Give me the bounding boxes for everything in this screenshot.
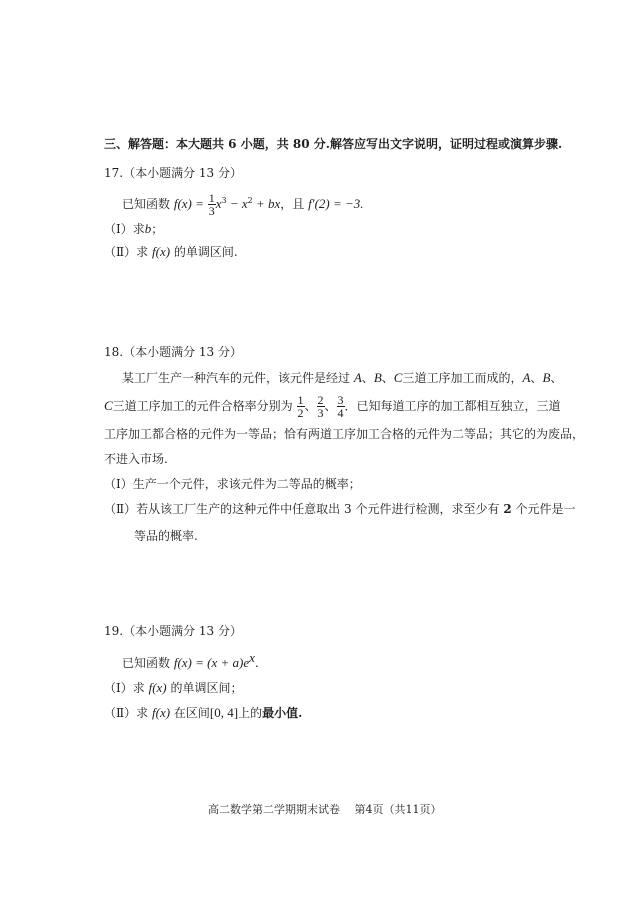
- q18-frac-1: [297, 394, 305, 419]
- q17-plus-bx: + bx: [252, 196, 281, 211]
- section-header: 三、解答题：本大题共 6 小题，共 80 分.解答应写出文字说明，证明过程或演算步骤.: [104, 137, 563, 151]
- q19-number: 19.: [104, 624, 124, 638]
- q17-score: （本小题满分 13 分）: [123, 166, 242, 180]
- q19-part2-label: （Ⅱ）: [104, 706, 137, 720]
- q17-heading: [104, 166, 242, 180]
- q18-part1-text: 生产一个元件，求该元件为二等品的概率；: [132, 477, 361, 491]
- q18-var-a: A: [353, 370, 362, 385]
- q17-part1: [104, 221, 163, 237]
- q18-line1-text: 某工厂生产一种汽车的元件，该元件是经过: [122, 371, 351, 385]
- q17-part2-label: （Ⅱ）: [104, 245, 137, 259]
- q18-var-b: B: [373, 370, 382, 385]
- q18-frac-3: [337, 394, 345, 419]
- q19-given-prefix: 已知函数: [122, 656, 171, 670]
- q18-part2-line2: 等品的概率.: [134, 529, 198, 543]
- q18-part2-text-a: 若从该工厂生产的这种元件中任意取出: [136, 502, 341, 516]
- q17-part1-end: ；: [151, 222, 164, 236]
- q18-part2-text-c: 个元件是一: [515, 502, 576, 516]
- q18-part2-n3: 3: [344, 502, 352, 516]
- q18-fsep2: 、: [324, 399, 337, 413]
- q17-frac-num: 1: [208, 191, 215, 205]
- q18-line2-tail: ．已知每道工序的加工都相互独立，三道: [344, 399, 561, 413]
- q19-part1-text: 求: [132, 681, 145, 695]
- q17-number: 17.: [104, 166, 124, 180]
- q19-part1-end: 的单调区间；: [170, 681, 243, 695]
- q18-part1: [104, 477, 361, 491]
- q17-part2-text: 求: [136, 245, 149, 259]
- q17-condition: f′(2) = −3.: [308, 196, 364, 211]
- q19-heading: [104, 624, 242, 638]
- q18-line1-b: B: [542, 370, 551, 385]
- q18-frac-2: [317, 394, 325, 419]
- q19-part2: [104, 705, 302, 721]
- q18-fsep1: 、: [304, 399, 317, 413]
- q18-f3-den: 4: [337, 406, 344, 420]
- q19-part1-label: （Ⅰ）: [104, 681, 133, 695]
- q18-part2: [104, 502, 576, 516]
- q19-part2-interval: [0, 4]: [209, 705, 239, 720]
- q18-sep1: 、: [361, 371, 374, 385]
- q18-line1-sep2: 、: [550, 371, 563, 385]
- q19-part2-text: 求: [136, 706, 149, 720]
- q18-part2-n2: 2: [503, 502, 512, 516]
- q17-part2-end: 的单调区间.: [173, 245, 238, 259]
- q18-score: （本小题满分 13 分）: [123, 345, 242, 359]
- q18-line4: 不进入市场.: [104, 452, 168, 466]
- q18-var-c: C: [393, 370, 403, 385]
- q17-part2: [104, 244, 238, 260]
- q18-number: 18.: [104, 345, 124, 359]
- q18-f1-num: 1: [297, 393, 304, 407]
- q17-and: ，且: [280, 197, 305, 211]
- q18-part2-label: （Ⅱ）: [104, 502, 137, 516]
- q18-line2: [104, 389, 561, 423]
- q18-heading: [104, 345, 242, 359]
- q19-expr: f(x) = (x + a)e: [173, 655, 250, 670]
- q19-part2-fx: f(x): [152, 705, 171, 720]
- q18-line1-sep1: 、: [530, 371, 543, 385]
- q17-part1-var: b: [144, 221, 152, 236]
- q17-fx: f(x) =: [173, 196, 204, 211]
- q18-f1-den: 2: [297, 406, 304, 420]
- q18-line1-a: A: [522, 370, 531, 385]
- q19-given: [122, 650, 259, 671]
- q19-part2-bold: 最小值.: [262, 706, 303, 720]
- q19-exp: x: [249, 650, 255, 665]
- q17-part1-label: （Ⅰ）: [104, 222, 133, 236]
- q17-part2-fx: f(x): [152, 244, 171, 259]
- q17-given-prefix: 已知函数: [122, 197, 171, 211]
- q18-f2-den: 3: [317, 406, 324, 420]
- q17-frac-den: 3: [208, 204, 215, 218]
- q18-line1: [122, 370, 562, 386]
- q17-x: x: [215, 196, 222, 211]
- q19-score: （本小题满分 13 分）: [123, 624, 242, 638]
- q17-exp2: 2: [247, 196, 253, 205]
- q17-exp3: 3: [221, 196, 227, 205]
- q19-part2-on: 上的: [238, 706, 263, 720]
- q18-f3-num: 3: [337, 393, 344, 407]
- q18-f2-num: 2: [317, 393, 324, 407]
- q17-fraction: [208, 192, 216, 217]
- q19-expr-end: .: [254, 656, 259, 670]
- page-footer: 高二数学第二学期期末试卷 第4页（共11页）: [208, 803, 442, 816]
- q17-given: [122, 184, 364, 221]
- q18-line2-c: C: [104, 398, 113, 413]
- q18-sep2: 、: [381, 371, 394, 385]
- q18-part2-text-b: 个元件进行检测，求至少有: [355, 502, 500, 516]
- q18-part1-label: （Ⅰ）: [104, 477, 133, 491]
- q18-line2-text: 三道工序加工的元件合格率分别为: [112, 399, 293, 413]
- q18-line3: 工序加工都合格的元件为一等品；恰有两道工序加工合格的元件为二等品；其它的为废品，: [104, 427, 585, 441]
- q17-minus-x: − x: [226, 196, 248, 211]
- q17-part1-text: 求: [132, 222, 145, 236]
- q18-line1-tail: 三道工序加工而成的，: [402, 371, 523, 385]
- q19-part1: [104, 680, 242, 696]
- q19-part2-mid: 在区间: [173, 706, 210, 720]
- q19-part1-fx: f(x): [148, 680, 167, 695]
